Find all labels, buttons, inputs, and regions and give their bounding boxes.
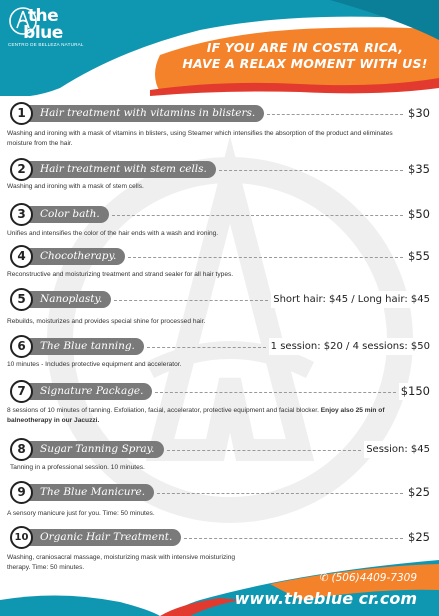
- service-name: The Blue Manicure.: [24, 484, 154, 501]
- service-number: 8: [10, 438, 33, 461]
- brand-logo: [8, 6, 84, 47]
- service-description: Washing and ironing with a mask of vitamins in blisters, using Steamer which intensifies the absorption of the product and eliminates moisture from the hair.: [7, 130, 393, 147]
- service-highlight: Enjoy also 25 min of balneotherapy in our Jacuzzi.: [7, 407, 385, 424]
- dotted-leader: [167, 450, 361, 451]
- service-description: 10 minutes - Includes protective equipment and accelerator.: [7, 361, 182, 368]
- service-description: A sensory manicure just for you. Time: 50 minutes.: [7, 510, 155, 517]
- website-link[interactable]: www.theblue cr.com: [234, 589, 417, 608]
- headline-line-1: IF YOU ARE IN COSTA RICA,: [206, 40, 404, 55]
- brand-name: the blue: [23, 6, 63, 43]
- service-name: Signature Package.: [24, 383, 152, 400]
- service-name: Sugar Tanning Spray.: [24, 441, 164, 458]
- service-name: The Blue tanning.: [24, 338, 144, 355]
- dotted-leader: [267, 114, 403, 115]
- service-number: 9: [10, 481, 33, 504]
- service-description: Washing, craniosacral massage, moisturizing mask with intensive moisturizing therapy. Time: 50 minutes.: [7, 554, 236, 571]
- dotted-leader: [219, 170, 403, 171]
- service-number: 7: [10, 380, 33, 403]
- phone-text: (506)4409-7309: [331, 572, 417, 584]
- dotted-leader: [157, 493, 403, 494]
- service-row: [10, 245, 430, 269]
- service-description: Washing and ironing with a mask of stem cells.: [7, 183, 144, 190]
- phone-number[interactable]: [320, 572, 417, 584]
- service-name: Hair treatment with vitamins in blisters.: [24, 105, 264, 122]
- service-row: [10, 380, 430, 404]
- service-number: 5: [10, 288, 33, 311]
- dotted-leader: [184, 538, 403, 539]
- service-description-text: 8 sessions of 10 minutes of tanning. Exfoliation, facial, accelerator, protective equipment and facial blocker.: [7, 407, 319, 414]
- logo-icon: [8, 6, 38, 36]
- service-row: [10, 158, 430, 182]
- service-row: [10, 102, 430, 126]
- service-price: $50: [408, 207, 430, 221]
- service-price: $35: [408, 162, 430, 176]
- service-price: $30: [408, 106, 430, 120]
- service-row: [10, 288, 430, 312]
- whatsapp-icon: ✆: [319, 572, 329, 584]
- service-row: [10, 335, 430, 359]
- dotted-leader: [114, 300, 268, 301]
- service-price: $25: [408, 485, 430, 499]
- service-number: 1: [10, 102, 33, 125]
- service-row: [10, 481, 430, 505]
- brand-tagline: CENTRO DE BELLEZA NATURAL: [8, 42, 84, 47]
- service-description: Rebuilds, moisturizes and provides special shine for processed hair.: [7, 318, 206, 325]
- service-price: Short hair: $45 / Long hair: $45: [271, 291, 430, 308]
- header: [0, 0, 439, 96]
- service-number: 4: [10, 245, 33, 268]
- headline-line-2: HAVE A RELAX MOMENT WITH US!: [182, 56, 428, 71]
- service-row: [10, 203, 430, 227]
- service-description: Tanning in a professional session. 10 minutes.: [10, 464, 145, 471]
- service-description: Reconstructive and moisturizing treatment and strand sealer for all hair types.: [7, 271, 234, 278]
- service-name: Chocotherapy.: [24, 248, 125, 265]
- service-description: Unifies and intensifies the color of the hair ends with a wash and ironing.: [7, 230, 219, 237]
- service-number: 10: [10, 526, 33, 549]
- dotted-leader: [147, 347, 266, 348]
- service-number: 2: [10, 158, 33, 181]
- dotted-leader: [155, 392, 396, 393]
- dotted-leader: [112, 215, 403, 216]
- service-price: $55: [408, 249, 430, 263]
- service-name: Hair treatment with stem cells.: [24, 161, 216, 178]
- dotted-leader: [128, 257, 403, 258]
- headline: [180, 40, 430, 72]
- service-row: [10, 526, 430, 550]
- service-description: [7, 406, 407, 426]
- service-price: $150: [400, 384, 430, 398]
- service-name: Color bath.: [24, 206, 109, 223]
- service-number: 3: [10, 203, 33, 226]
- service-price: Session: $45: [364, 441, 430, 458]
- service-price: 1 session: $20 / 4 sessions: $50: [269, 338, 430, 355]
- service-price: $25: [408, 530, 430, 544]
- service-name: Nanoplasty.: [24, 291, 111, 308]
- service-row: [10, 438, 430, 462]
- service-name: Organic Hair Treatment.: [24, 529, 181, 546]
- service-number: 6: [10, 335, 33, 358]
